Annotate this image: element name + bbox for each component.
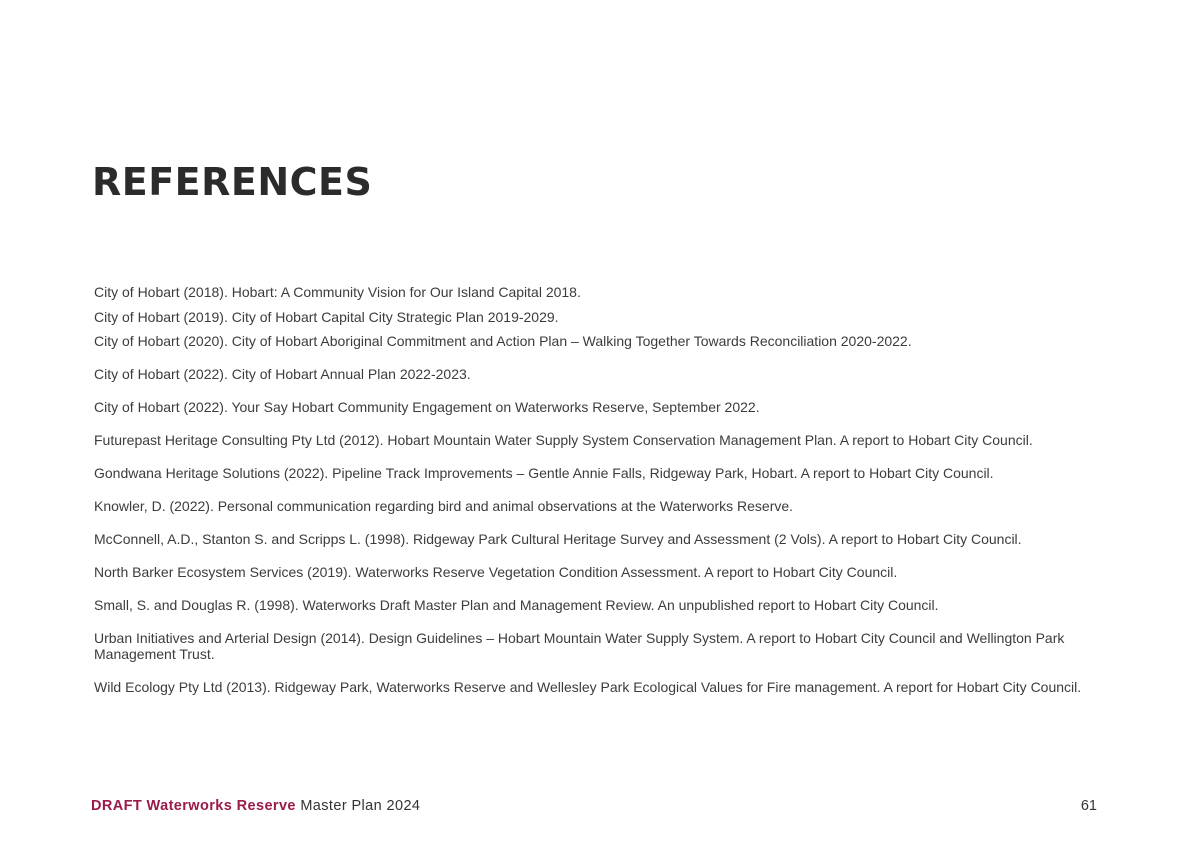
reference-item: City of Hobart (2022). Your Say Hobart Community Engagement on Waterworks Reserve, September 2022. <box>94 399 760 415</box>
footer-document-title <box>91 798 420 814</box>
page-title: REFERENCES <box>92 160 373 204</box>
reference-item: City of Hobart (2019). City of Hobart Capital City Strategic Plan 2019-2029. <box>94 308 559 325</box>
page-number: 61 <box>1080 798 1097 814</box>
reference-item: City of Hobart (2020). City of Hobart Aboriginal Commitment and Action Plan – Walking Together Towards Reconciliation 2020-2022. <box>94 333 912 349</box>
footer-doc-title: Master Plan 2024 <box>300 798 421 814</box>
reference-item: Wild Ecology Pty Ltd (2013). Ridgeway Park, Waterworks Reserve and Wellesley Park Ecological Values for Fire management. A report for Hobart City Council. <box>94 679 1082 695</box>
reference-item: North Barker Ecosystem Services (2019). Waterworks Reserve Vegetation Condition Assessment. A report to Hobart City Council. <box>94 564 898 580</box>
reference-list <box>94 284 1084 712</box>
reference-item: Knowler, D. (2022). Personal communication regarding bird and animal observations at the Waterworks Reserve. <box>94 498 794 514</box>
reference-item: Futurepast Heritage Consulting Pty Ltd (2012). Hobart Mountain Water Supply System Conservation Management Plan. A report to Hobart City Council. <box>94 432 1033 448</box>
reference-item: Gondwana Heritage Solutions (2022). Pipeline Track Improvements – Gentle Annie Falls, Ridgeway Park, Hobart. A report to Hobart City Council. <box>94 465 994 481</box>
footer-brand: DRAFT Waterworks Reserve <box>91 798 296 814</box>
reference-item: McConnell, A.D., Stanton S. and Scripps L. (1998). Ridgeway Park Cultural Heritage Survey and Assessment (2 Vols). A report to Hobart City Council. <box>94 531 1022 547</box>
reference-item: Small, S. and Douglas R. (1998). Waterworks Draft Master Plan and Management Review. An unpublished report to Hobart City Council. <box>94 597 939 613</box>
reference-item: City of Hobart (2018). Hobart: A Community Vision for Our Island Capital 2018. <box>94 284 581 300</box>
reference-item: Urban Initiatives and Arterial Design (2014). Design Guidelines – Hobart Mountain Water Supply System. A report to Hobart City Council and Wellington Park Management Trust. <box>94 630 1065 662</box>
reference-item: City of Hobart (2022). City of Hobart Annual Plan 2022-2023. <box>94 366 471 382</box>
